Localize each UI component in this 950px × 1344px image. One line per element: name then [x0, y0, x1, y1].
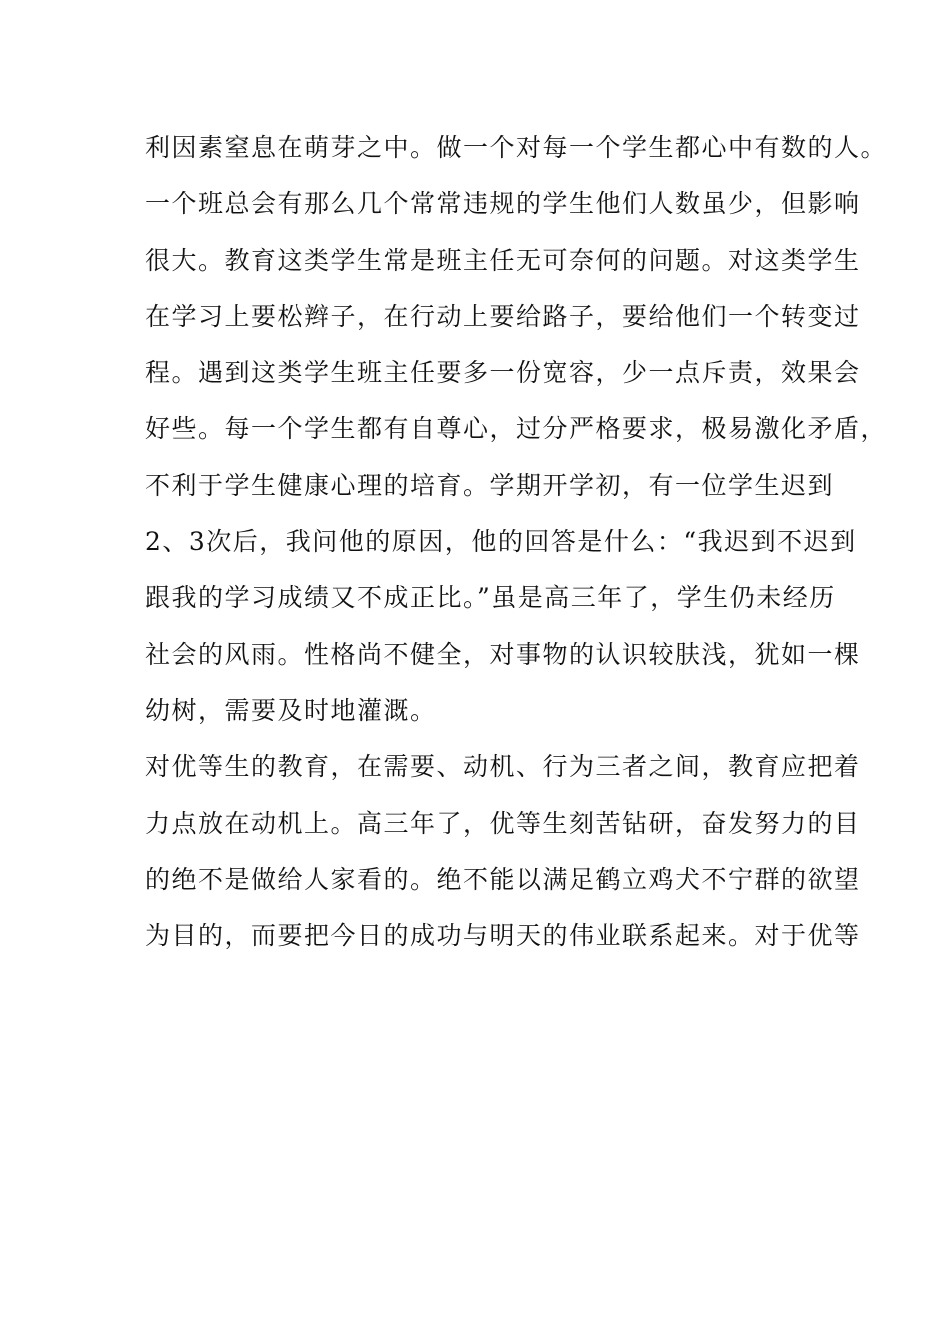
body-text [145, 128, 888, 972]
text-line: 跟我的学习成绩又不成正比。”虽是高三年了，学生仍未经历 [145, 583, 836, 613]
text-line: 好些。每一个学生都有自尊心，过分严格要求，极易激化矛盾， [145, 414, 888, 444]
text-line: 2、3次后，我问他的原因，他的回答是什么：“我迟到不迟到 [145, 527, 857, 557]
text-line: 在学习上要松辫子，在行动上要给路子，要给他们一个转变过 [145, 301, 861, 331]
text-line: 很大。教育这类学生常是班主任无可奈何的问题。对这类学生 [145, 245, 861, 275]
text-line: 的绝不是做给人家看的。绝不能以满足鹤立鸡犬不宁群的欲望 [145, 864, 861, 894]
text-line: 为目的，而要把今日的成功与明天的伟业联系起来。对于优等 [145, 921, 861, 951]
text-line: 社会的风雨。性格尚不健全，对事物的认识较肤浅，犹如一棵 [145, 639, 861, 669]
text-line: 程。遇到这类学生班主任要多一份宽容，少一点斥责，效果会 [145, 358, 861, 388]
text-line: 力点放在动机上。高三年了，优等生刻苦钻研，奋发努力的目 [145, 808, 861, 838]
text-line: 不利于学生健康心理的培育。学期开学初，有一位学生迟到 [145, 470, 835, 500]
text-line: 幼树，需要及时地灌溉。 [145, 695, 437, 725]
text-line: 一个班总会有那么几个常常违规的学生他们人数虽少，但影响 [145, 189, 861, 219]
text-line: 利因素窒息在萌芽之中。做一个对每一个学生都心中有数的人。 [145, 133, 888, 162]
text-line: 对优等生的教育，在需要、动机、行为三者之间，教育应把着 [145, 752, 861, 782]
